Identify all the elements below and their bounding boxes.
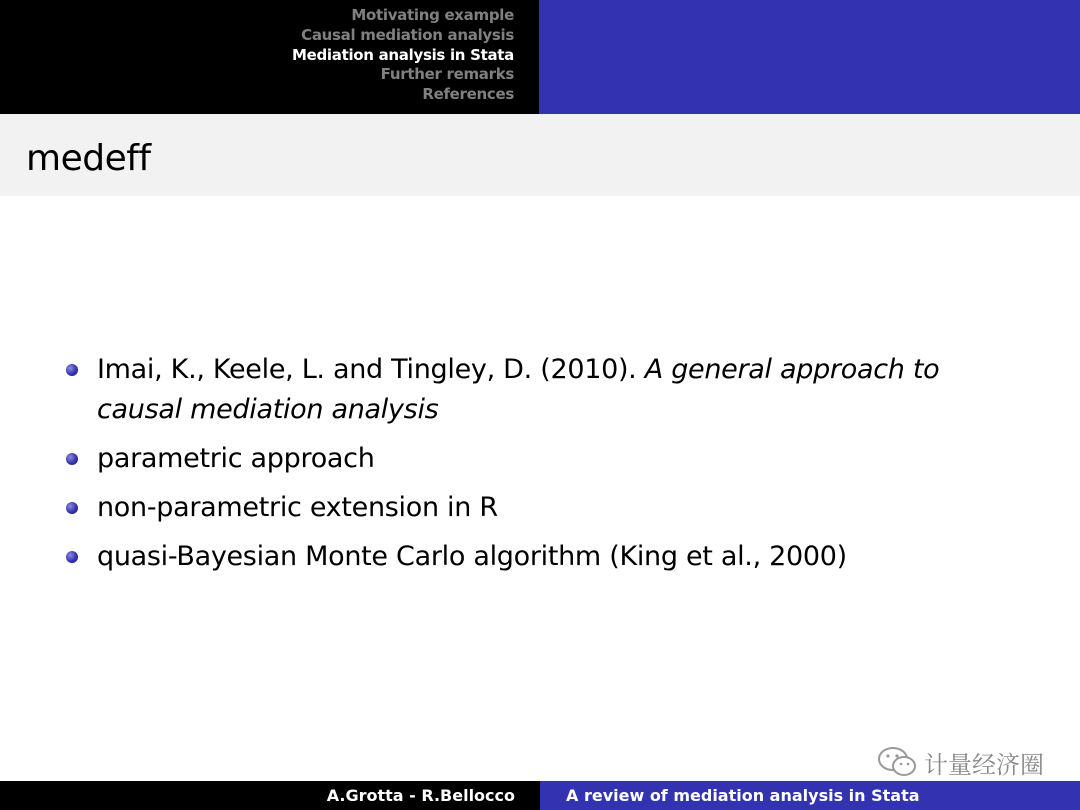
watermark bbox=[876, 744, 1044, 780]
list-item bbox=[66, 537, 1026, 577]
bullet-icon bbox=[66, 364, 78, 376]
nav-item-mediation-analysis-in-stata[interactable]: Mediation analysis in Stata bbox=[291, 45, 514, 64]
section-nav bbox=[292, 6, 514, 105]
list-item bbox=[66, 439, 1026, 479]
list-item-text: non-parametric extension in R bbox=[97, 492, 498, 523]
footer-authors: A.Grotta - R.Bellocco bbox=[326, 786, 515, 805]
slide-header bbox=[0, 0, 1080, 114]
slide-title: medeff bbox=[26, 138, 151, 179]
header-nav-panel bbox=[0, 0, 539, 114]
list-item bbox=[66, 488, 1026, 528]
nav-item-further-remarks[interactable]: Further remarks bbox=[380, 65, 514, 84]
citation-title: A general approach to causal mediation analysis bbox=[97, 354, 940, 425]
list-item bbox=[66, 350, 1026, 430]
wechat-icon bbox=[876, 744, 920, 780]
title-bar bbox=[0, 114, 1080, 196]
bullet-icon bbox=[66, 502, 78, 514]
bullet-list bbox=[66, 350, 1026, 586]
bullet-icon bbox=[66, 453, 78, 465]
nav-item-causal-mediation-analysis[interactable]: Causal mediation analysis bbox=[301, 25, 514, 44]
slide-footer bbox=[0, 781, 1080, 810]
footer-authors-panel bbox=[0, 781, 540, 810]
bullet-icon bbox=[66, 551, 78, 563]
footer-title-panel bbox=[540, 781, 1080, 810]
list-item-text: quasi-Bayesian Monte Carlo algorithm (King et al., 2000) bbox=[97, 541, 847, 572]
nav-item-references[interactable]: References bbox=[422, 85, 514, 104]
header-accent-panel bbox=[539, 0, 1080, 114]
nav-item-motivating-example[interactable]: Motivating example bbox=[351, 6, 514, 24]
watermark-text: 计量经济圈 bbox=[924, 750, 1044, 779]
footer-talk-title: A review of mediation analysis in Stata bbox=[566, 786, 920, 805]
list-item-text: parametric approach bbox=[97, 443, 375, 474]
citation-text: Imai, K., Keele, L. and Tingley, D. (2010). bbox=[97, 354, 645, 385]
